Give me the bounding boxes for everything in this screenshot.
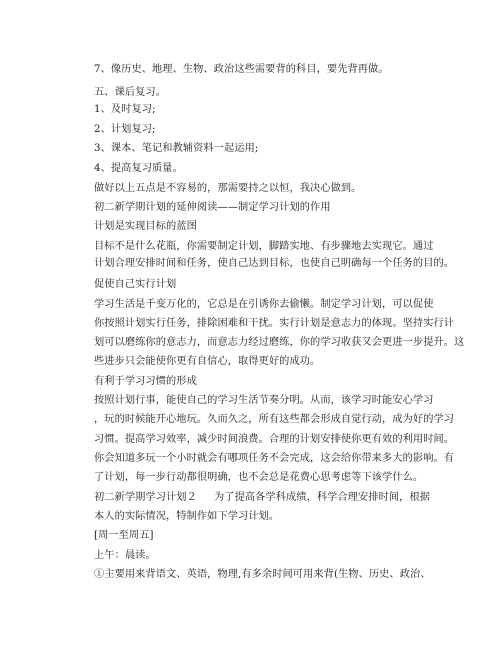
document-page: 7、像历史、地理、生物、政治这些需要背的科目，要先背再做。 五、课后复习。 1、及时复习; 2、计划复习; 3、课本、笔记和教辅资料一起运用; 4、提高复习质量。 做好以上五点是不容易的，那需要持之以恒，我决心做到。 初二新学期计划的延伸阅读——制定学习计划的作用 计划是实现目标的蓝图 目标不是什么花瓶，你需要制定计划，脚踏实地、有步骤地去实现它。通过 计划合理安排时间和任务，使自己达到目标，也使自己明确每一个任务的目的。 促使自己实行计划 学习生活是千变万化的，它总是在引诱你去偷懒。制定学习计划，可以促使 你按照计划实行任务，排除困难和干扰。实行计划是意志力的体现。坚持实行计 划可以磨练你的意志力，而意志力经过磨练，你的学习收获又会更进一步提升。这 些进步只会能使你更有自信心，取得更好的成功。 有利于学习习惯的形成 按照计划行事，能使自己的学习生活节奏分明。从而，该学习时能安心学习 ，玩的时候能开心地玩。久而久之，所有这些都会形成自觉行动，成为好的学习 习惯。提高学习效率，减少时间浪费。合理的计划安排使你更有效的利用时间。 你会知道多玩一个小时就会有哪项任务不会完成，这会给你带来多大的影响。有 了计划，每一步行动都很明确，也不会总是花费心思考虑等下该学什么。 初二新学期学习计划２ 为了提高各学科成绩，科学合理安排时间，根据 本人的实际情况，特制作如下学习计划。 [周一至周五] 上午：晨读。 ①主要用来背语文、英语，物理,有多余时间可用来背(生物、历史、政治、	[94, 64, 465, 580]
plan-intro: 为了提高各学科成绩，科学合理安排时间，根据	[214, 492, 431, 503]
plan-title: 初二新学期学习计划２	[94, 492, 197, 503]
